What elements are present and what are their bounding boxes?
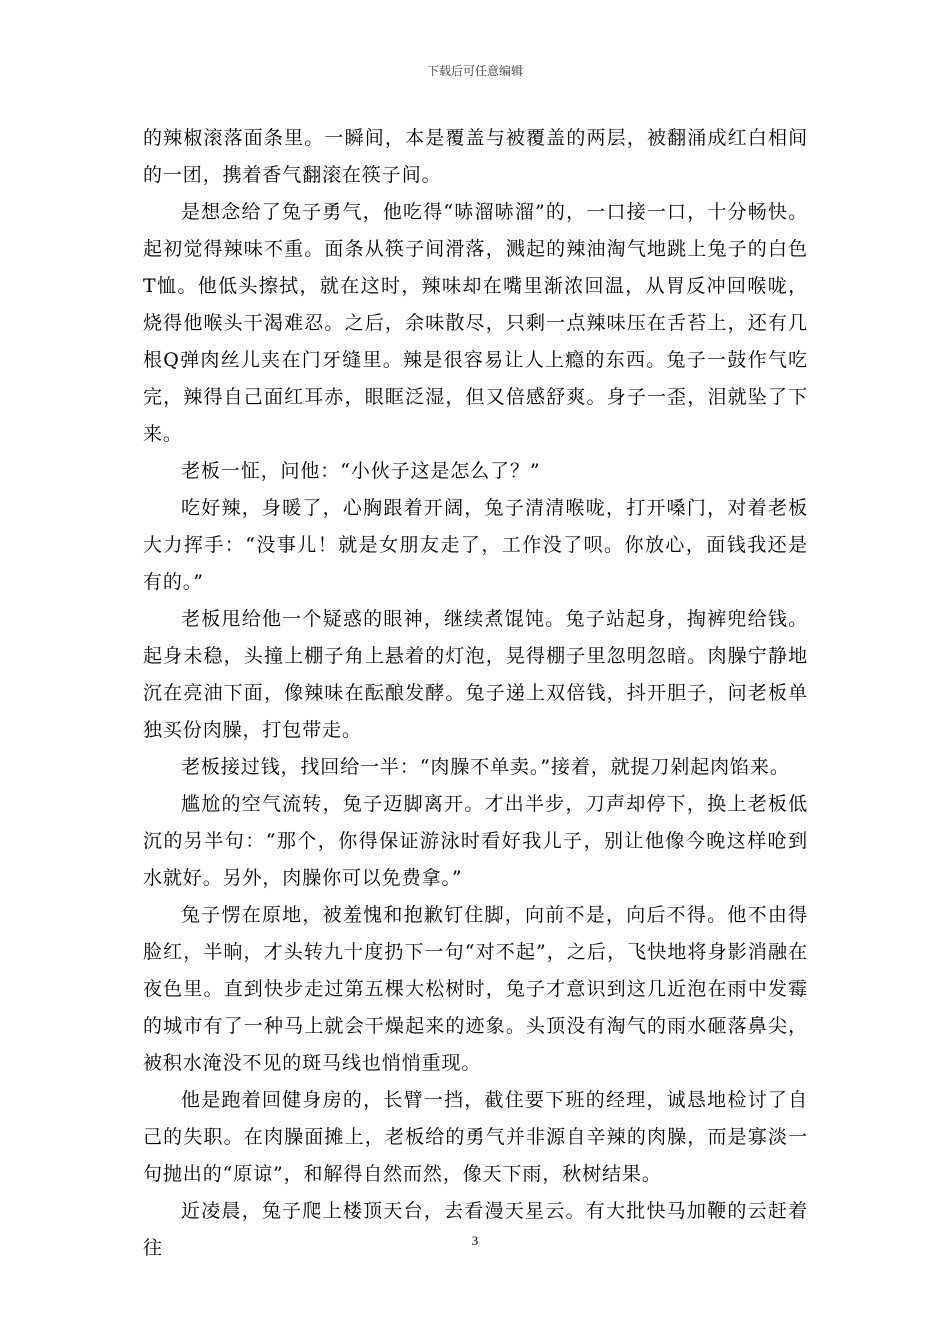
paragraph: 兔子愣在原地，被羞愧和抱歉钉住脚，向前不是，向后不得。他不由得脸红，半晌，才头转九十度扔下一句“对不起”，之后，飞快地将身影消融在夜色里。直到快步走过第五棵大松树时，兔子才意识到这几近泡在雨中发霉的城市有了一种马上就会干燥起来的迹象。头顶没有淘气的雨水砸落鼻尖，被积水淹没不见的斑马线也悄悄重现。 xyxy=(143,904,808,1074)
paragraph: 近凌晨，兔子爬上楼顶天台，去看漫天星云。有大批快马加鞭的云赶着往 xyxy=(143,1200,808,1259)
paragraph: 老板接过钱，找回给一半：“肉臊不单卖。”接着，就提刀剁起肉馅来。 xyxy=(181,756,790,778)
paragraph: 老板甩给他一个疑惑的眼神，继续煮馄饨。兔子站起身，掏裤兜给钱。起身未稳，头撞上棚子角上悬着的灯泡，晃得棚子里忽明忽暗。肉臊宁静地沉在亮油下面，像辣味在酝酿发酵。兔子递上双倍钱，抖开胆子，问老板单独买份肉臊，打包带走。 xyxy=(143,608,808,741)
paragraph: 他是跑着回健身房的，长臂一挡，截住要下班的经理，诚恳地检讨了自己的失职。在肉臊面摊上，老板给的勇气并非源自辛辣的肉臊，而是寡淡一句抛出的“原谅”，和解得自然而然，像天下雨，秋树结果。 xyxy=(143,1089,808,1185)
paragraph: 的辣椒滚落面条里。一瞬间，本是覆盖与被覆盖的两层，被翻涌成红白相间的一团，携着香气翻滚在筷子间。 xyxy=(143,127,808,186)
page-header: 下载后可任意编辑 xyxy=(426,64,523,78)
paragraph: 老板一怔，问他：“小伙子这是怎么了？” xyxy=(181,460,541,482)
paragraph: 尴尬的空气流转，兔子迈脚离开。才出半步，刀声却停下，换上老板低沉的另半句：“那个，你得保证游泳时看好我儿子，别让他像今晚这样呛到水就好。另外，肉臊你可以免费拿。” xyxy=(143,793,808,889)
document-body xyxy=(143,120,808,1267)
page-number: 3 xyxy=(471,1233,479,1248)
paragraph: 吃好辣，身暖了，心胸跟着开阔，兔子清清喉咙，打开嗓门，对着老板大力挥手：“没事儿！就是女朋友走了，工作没了呗。你放心，面钱我还是有的。” xyxy=(143,497,808,593)
paragraph: 是想念给了兔子勇气，他吃得“哧溜哧溜”的，一口接一口，十分畅快。起初觉得辣味不重。面条从筷子间滑落，溅起的辣油淘气地跳上兔子的白色T恤。他低头擦拭，就在这时，辣味却在嘴里渐浓回温，从胃反冲回喉咙，烧得他喉头干渴难忍。之后，余味散尽，只剩一点辣味压在舌苔上，还有几根Q弹肉丝儿夹在门牙缝里。辣是很容易让人上瘾的东西。兔子一鼓作气吃完，辣得自己面红耳赤，眼眶泛湿，但又倍感舒爽。身子一歪，泪就坠了下来。 xyxy=(143,201,808,445)
